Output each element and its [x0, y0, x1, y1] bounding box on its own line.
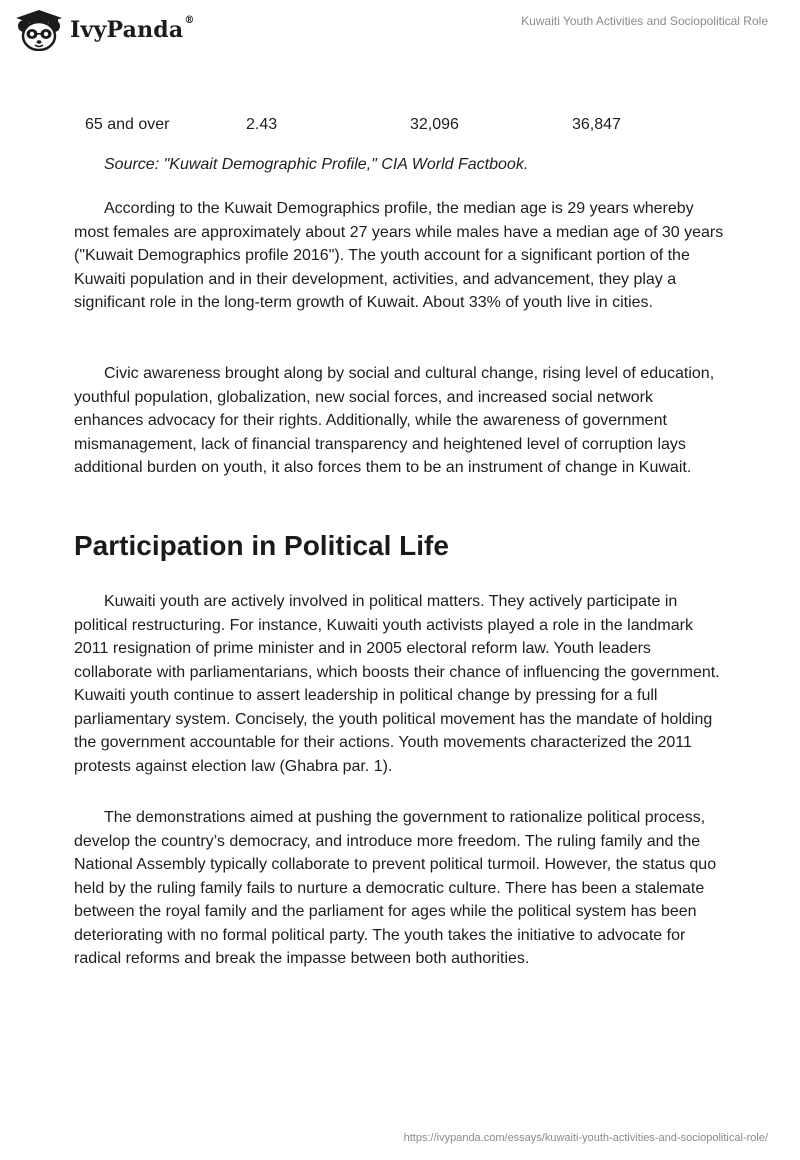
table-cell-female: 36,847 — [572, 116, 621, 133]
panda-logo-icon — [14, 9, 64, 51]
page-header — [0, 0, 800, 70]
brand-name: IvyPanda® — [70, 15, 195, 43]
section-heading: Participation in Political Life — [74, 530, 449, 561]
document-title: Kuwaiti Youth Activities and Sociopolitical Role — [521, 14, 768, 28]
paragraph-civic-awareness: Civic awareness brought along by social and cultural change, rising level of education, youthful population, globalization, new social forces, and increased social network enhances advocacy for their rights. Additionally, while the awareness of government mismanagement, lack of financial transparency and heightened level of corruption lays additional burden on youth, it also forces them to be an instrument of change in Kuwait. — [74, 365, 715, 476]
paragraph-political-involvement: Kuwaiti youth are actively involved in political matters. They actively participate in political restructuring. For instance, Kuwaiti youth activists played a role in the landmark 2011 resignation of prime minister and in 2005 electoral reform law. Youth leaders collaborate with parliamentarians, which boosts their chance of influencing the government. Kuwaiti youth continue to assert leadership in political change by pressing for a full parliamentary system. Concisely, the youth political movement has the mandate of holding the government accountable for their actions. Youth movements characterized the 2011 protests against election law (Ghabra par. 1). — [74, 593, 720, 775]
paragraph-demonstrations: The demonstrations aimed at pushing the government to rationalize political process, develop the country’s democracy, and introduce more freedom. The ruling family and the National Assembly typically collaborate to prevent political turmoil. However, the status quo held by the ruling family fails to nurture a democratic culture. There has been a stalemate between the royal family and the parliament for ages while the political system has been deteriorating with no formal political party. The youth takes the initiative to advocate for radical reforms and break the impasse between both authorities. — [74, 809, 717, 967]
footer-source-url[interactable]: https://ivypanda.com/essays/kuwaiti-youth-activities-and-sociopolitical-role/ — [403, 1132, 768, 1144]
table-cell-male: 32,096 — [410, 116, 459, 133]
table-cell-age-group: 65 and over — [85, 116, 170, 133]
table-source-note: Source: "Kuwait Demographic Profile," CIA World Factbook. — [104, 156, 529, 173]
table-cell-percent: 2.43 — [246, 116, 278, 133]
ivypanda-logo[interactable] — [14, 9, 195, 51]
paragraph-median-age: According to the Kuwait Demographics profile, the median age is 29 years whereby most females are approximately about 27 years while males have a median age of 30 years ("Kuwait Demographics profile 2016"). The youth account for a significant portion of the Kuwaiti population and in their development, activities, and advancement, they play a significant role in the long-term growth of Kuwait. About 33% of youth live in cities. — [74, 200, 724, 311]
demographics-table-row — [85, 116, 725, 136]
